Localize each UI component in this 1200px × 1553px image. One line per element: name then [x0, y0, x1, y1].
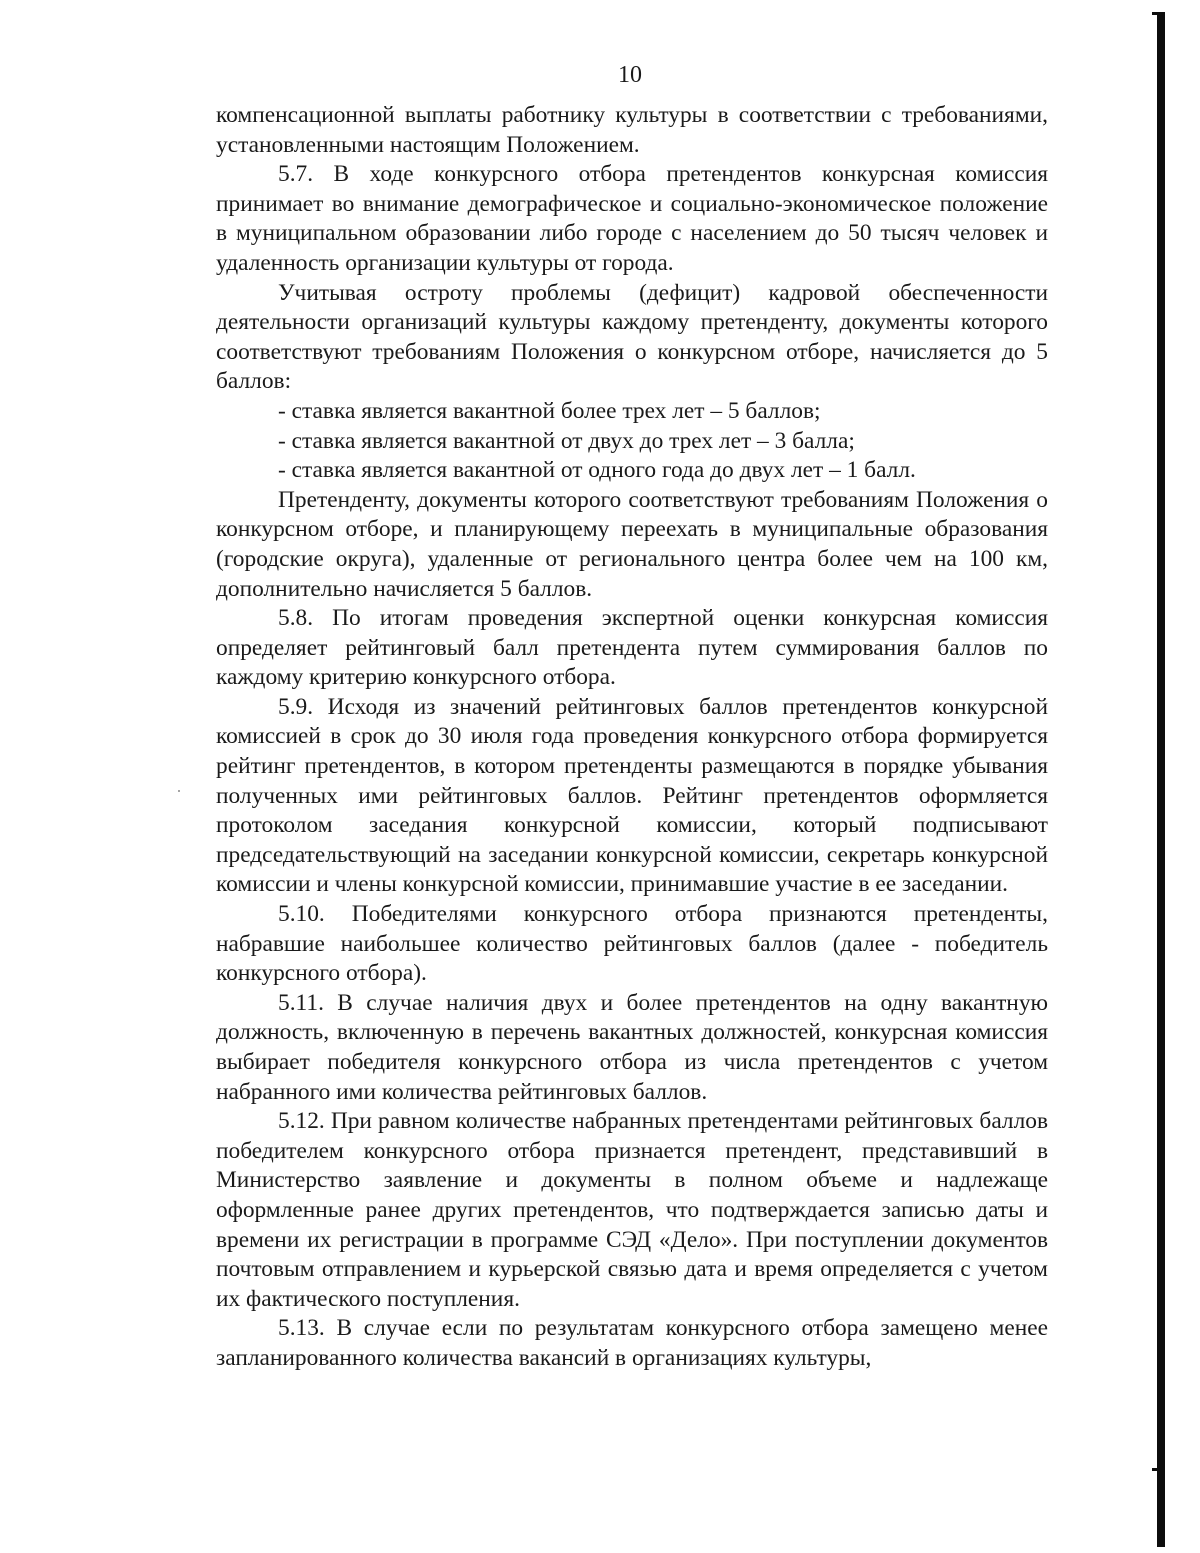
paragraph-continuation: компенсационной выплаты работнику культуры в соответствии с требованиями, установленными настоящим Положением. — [216, 102, 1048, 158]
list-item-two-to-three-years: - ставка является вакантной от двух до трех лет – 3 балла; — [278, 427, 855, 454]
list-item-more-than-three-years: - ставка является вакантной более трех лет – 5 баллов; — [278, 397, 821, 424]
document-body — [216, 101, 1048, 1374]
paragraph-shortage-scoring: Учитывая остроту проблемы (дефицит) кадровой обеспеченности деятельности организаций культуры каждому претенденту, документы которого соответствуют требованиям Положения о конкурсном отборе, начисляется до 5 баллов: — [216, 279, 1048, 395]
paragraph-5-11: 5.11. В случае наличия двух и более претендентов на одну вакантную должность, включенную в перечень вакантных должностей, конкурсная комиссия выбирает победителя конкурсного отбора из числа претендентов с учетом набранного ими количества рейтинговых баллов. — [216, 989, 1048, 1105]
scan-edge-tick-top — [1152, 12, 1158, 15]
paragraph-5-8: 5.8. По итогам проведения экспертной оценки конкурсная комиссия определяет рейтинговый балл претендента путем суммирования баллов по каждому критерию конкурсного отбора. — [216, 605, 1048, 691]
paragraph-5-7: 5.7. В ходе конкурсного отбора претендентов конкурсная комиссия принимает во внимание демографическое и социально-экономическое положение в муниципальном образовании либо городе с населением до 50 тысяч человек и удаленность организации культуры от города. — [216, 161, 1048, 276]
paragraph-5-13: 5.13. В случае если по результатам конкурсного отбора замещено менее запланированного количества вакансий в организациях культуры, — [216, 1315, 1048, 1371]
paragraph-5-9: 5.9. Исходя из значений рейтинговых баллов претендентов конкурсной комиссией в срок до 30 июля года проведения конкурсного отбора формируется рейтинг претендентов, в котором претенденты размещаются в порядке убывания полученных ими рейтинговых баллов. Рейтинг претендентов оформляется протоколом заседания конкурсной комиссии, который подписывают председательствующий на заседании конкурсной комиссии, секретарь конкурсной комиссии и члены конкурсной комиссии, принимавшие участие в ее заседании. — [216, 693, 1048, 898]
paragraph-relocation-bonus: Претенденту, документы которого соответствуют требованиям Положения о конкурсном отборе, и планирующему переехать в муниципальные образования (городские округа), удаленные от регионального центра более чем на 100 км, дополнительно начисляется 5 баллов. — [216, 486, 1048, 602]
list-item-one-to-two-years: - ставка является вакантной от одного года до двух лет – 1 балл. — [278, 457, 916, 484]
page-number: 10 — [618, 62, 642, 88]
paragraph-5-12: 5.12. При равном количестве набранных претендентами рейтинговых баллов победителем конкурсного отбора признается претендент, представивший в Министерство заявление и документы в полном объеме и надлежаще оформленные ранее других претендентов, что подтверждается записью даты и времени их регистрации в программе СЭД «Дело». При поступлении документов почтовым отправлением и курьерской связью дата и время определяется с учетом их фактического поступления. — [216, 1108, 1048, 1312]
scan-speck — [178, 790, 180, 792]
scan-edge-border — [1157, 12, 1165, 1547]
paragraph-5-10: 5.10. Победителями конкурсного отбора признаются претенденты, набравшие наибольшее количество рейтинговых баллов (далее - победитель конкурсного отбора). — [216, 901, 1048, 987]
scan-edge-tick-bottom — [1152, 1468, 1158, 1471]
